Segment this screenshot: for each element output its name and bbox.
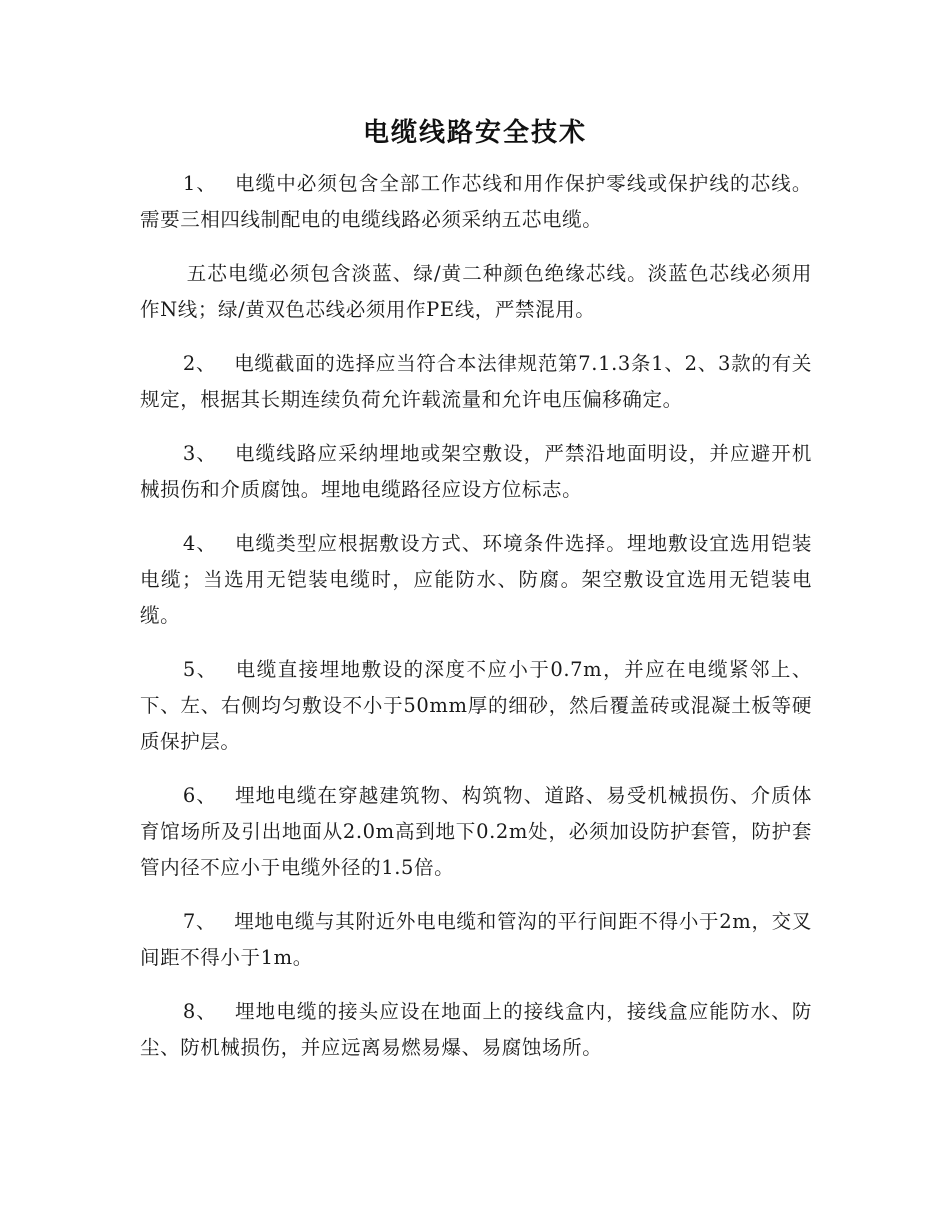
paragraph-7 [140,904,812,976]
paragraph-text: 电缆直接埋地敷设的深度不应小于0.7m，并应在电缆紧邻上、下、左、右侧均匀敷设不小于50mm厚的细砂，然后覆盖砖或混凝土板等硬质保护层。 [140,658,812,753]
paragraph-number: 2、 [182,352,217,375]
paragraph-text: 埋地电缆在穿越建筑物、构筑物、道路、易受机械损伤、介质体育馆场所及引出地面从2.0m高到地下0.2m处，必须加设防护套管，防护套管内径不应小于电缆外径的1.5倍。 [140,784,812,879]
paragraph-text: 电缆类型应根据敷设方式、环境条件选择。埋地敷设宜选用铠装电缆；当选用无铠装电缆时，应能防水、防腐。架空敷设宜选用无铠装电缆。 [140,532,812,627]
paragraph-number: 1、 [182,172,218,195]
paragraph-text: 电缆线路应采纳埋地或架空敷设，严禁沿地面明设，并应避开机械损伤和介质腐蚀。埋地电缆路径应设方位标志。 [140,442,812,501]
paragraph-text: 电缆截面的选择应当符合本法律规范第7.1.3条1、2、3款的有关规定，根据其长期连续负荷允许载流量和允许电压偏移确定。 [140,352,812,411]
paragraph-number: 3、 [182,442,218,465]
document-title: 电缆线路安全技术 [362,118,587,148]
paragraph-4 [140,526,812,634]
paragraph-2 [140,346,812,418]
paragraph-text: 埋地电缆的接头应设在地面上的接线盒内，接线盒应能防水、防尘、防机械损伤，并应远离易燃易爆、易腐蚀场所。 [140,1000,812,1059]
paragraph-text: 电缆中必须包含全部工作芯线和用作保护零线或保护线的芯线。需要三相四线制配电的电缆线路必须采纳五芯电缆。 [140,172,812,231]
paragraph-number: 7、 [182,910,217,933]
paragraph-3 [140,436,812,508]
paragraph-text: 埋地电缆与其附近外电电缆和管沟的平行间距不得小于2m，交叉间距不得小于1m。 [140,910,812,969]
paragraph-1 [140,166,812,238]
paragraph-6 [140,778,812,886]
paragraph-number: 4、 [182,532,218,555]
document-body [140,166,812,1084]
paragraph-number: 6、 [182,784,218,807]
paragraph-5 [140,652,812,760]
paragraph-1-sub [140,256,812,328]
paragraph-text: 五芯电缆必须包含淡蓝、绿/黄二种颜色绝缘芯线。淡蓝色芯线必须用作N线；绿/黄双色芯线必须用作PE线，严禁混用。 [140,262,812,321]
paragraph-number: 8、 [182,1000,218,1023]
paragraph-8 [140,994,812,1066]
paragraph-number: 5、 [182,658,218,681]
